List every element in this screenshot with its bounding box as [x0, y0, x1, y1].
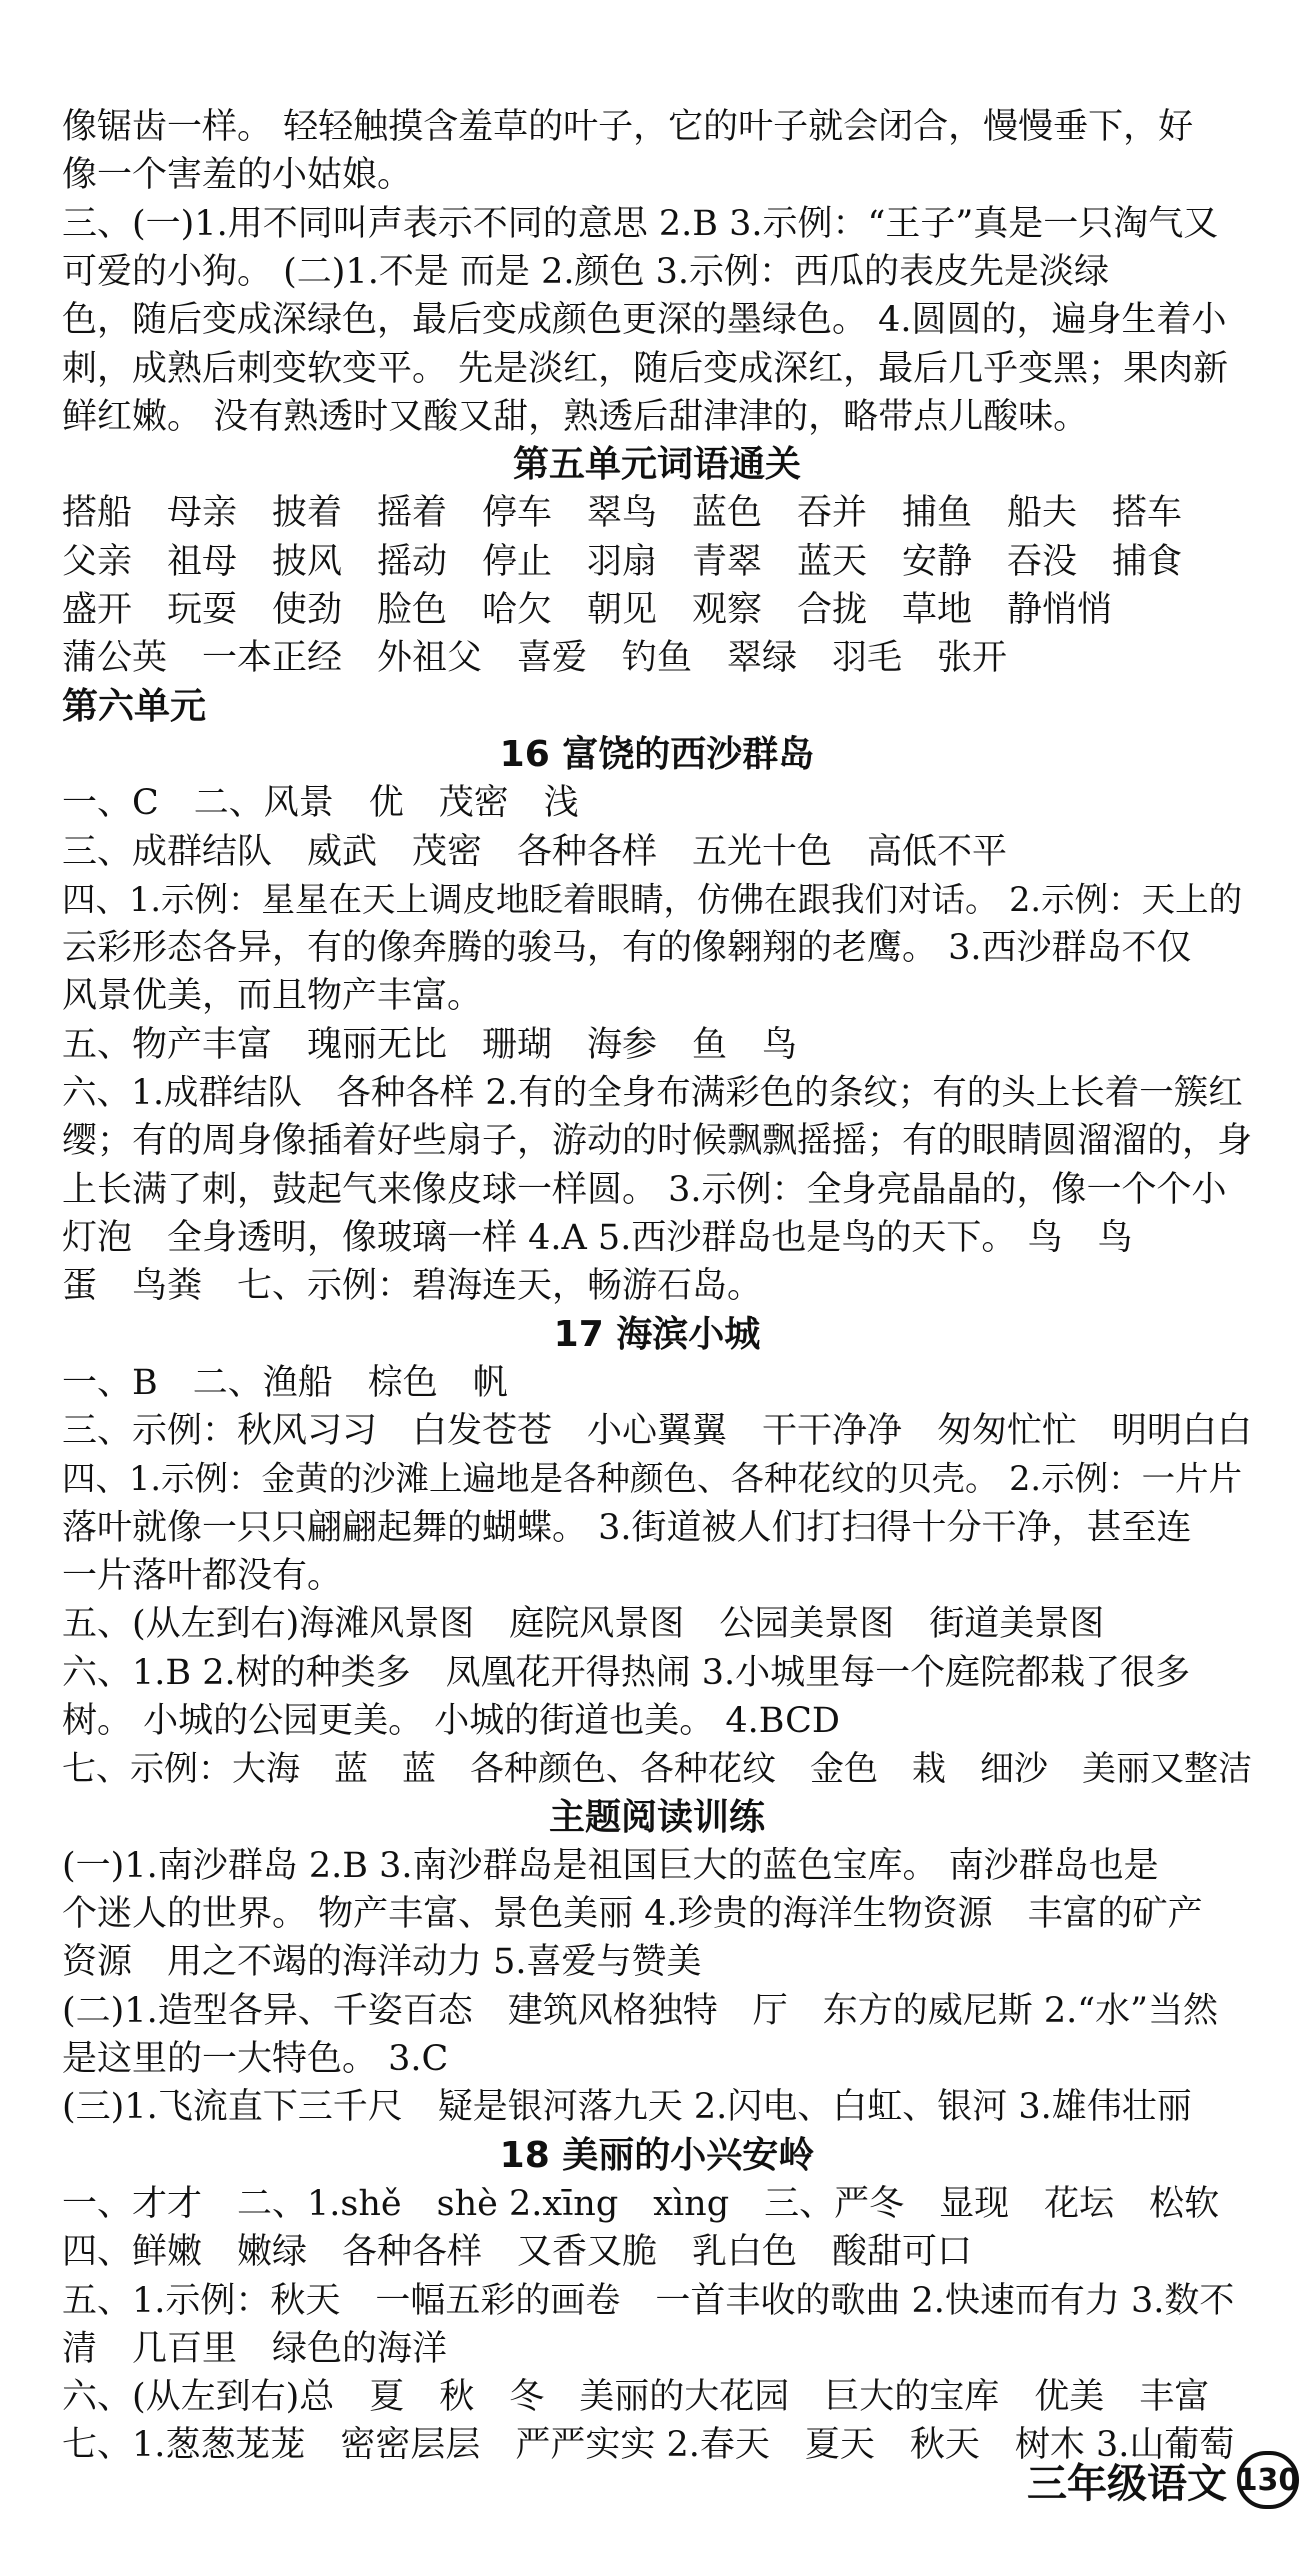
answer-line: 清 几百里 绿色的海洋	[62, 2328, 448, 2369]
answer-line: 刺，成熟后刺变软变平。 先是淡红，随后变成深红，最后几乎变黑；果肉新	[62, 348, 1229, 389]
answer-line: 上长满了刺，鼓起气来像皮球一样圆。 3.示例：全身亮晶晶的，像一个个小	[62, 1169, 1227, 1210]
answer-line: 五、(从左到右)海滩风景图 庭院风景图 公园美景图 街道美景图	[62, 1604, 1105, 1645]
answer-line: 父亲 祖母 披风 摇动 停止 羽扇 青翠 蓝天 安静 吞没 捕食	[62, 541, 1183, 582]
answer-line: 六、(从左到右)总 夏 秋 冬 美丽的大花园 巨大的宝库 优美 丰富	[62, 2377, 1210, 2418]
answer-line: 云彩形态各异，有的像奔腾的骏马，有的像翱翔的老鹰。 3.西沙群岛不仅	[62, 928, 1192, 969]
answer-line: 可爱的小狗。 (二)1.不是 而是 2.颜色 3.示例：西瓜的表皮先是淡绿	[62, 251, 1109, 292]
answer-line: 一、C 二、风景 优 茂密 浅	[62, 783, 579, 824]
answer-line: 一片落叶都没有。	[62, 1556, 343, 1596]
page-footer	[1027, 2450, 1299, 2510]
answer-line: 蒲公英 一本正经 外祖父 喜爱 钓鱼 翠绿 羽毛 张开	[62, 638, 1008, 679]
answer-line: 蛋 鸟粪 七、示例：碧海连天，畅游石岛。	[62, 1266, 763, 1307]
answer-line: 树。 小城的公园更美。 小城的街道也美。 4.BCD	[62, 1700, 840, 1741]
answer-line: 风景优美，而且物产丰富。	[62, 976, 483, 1017]
answer-line: 七、示例：大海 蓝 蓝 各种颜色、各种花纹 金色 栽 细沙 美丽又整洁	[62, 1749, 1252, 1790]
answer-line: 像一个害羞的小姑娘。	[62, 155, 413, 196]
answer-line: 搭船 母亲 披着 摇着 停车 翠鸟 蓝色 吞并 捕鱼 船夫 搭车	[62, 493, 1183, 534]
section-heading: 18 美丽的小兴安岭	[499, 2134, 815, 2176]
answer-line: 四、鲜嫩 嫩绿 各种各样 又香又脆 乳白色 酸甜可口	[62, 2232, 973, 2273]
page-number-badge: 130	[1237, 2451, 1299, 2509]
answer-line: 盛开 玩耍 使劲 脸色 哈欠 朝见 观察 合拢 草地 静悄悄	[62, 590, 1113, 630]
answer-line: 四、1.示例：金黄的沙滩上遍地是各种颜色、各种花纹的贝壳。 2.示例：一片片	[62, 1459, 1243, 1499]
answer-line: (三)1.飞流直下三千尺 疑是银河落九天 2.闪电、白虹、银河 3.雄伟壮丽	[62, 2087, 1192, 2128]
section-heading: 16 富饶的西沙群岛	[499, 733, 815, 775]
answer-line: 三、示例：秋风习习 白发苍苍 小心翼翼 干干净净 匆匆忙忙 明明白白	[62, 1411, 1253, 1452]
answer-line: 一、B 二、渔船 棕色 帆	[62, 1362, 508, 1403]
answer-line: 是这里的一大特色。 3.C	[62, 2039, 449, 2079]
answer-line: 三、(一)1.用不同叫声表示不同的意思 2.B 3.示例：“王子”真是一只淘气又	[62, 203, 1219, 244]
answer-line: 一、才才 二、1.shě shè 2.xīng xìng 三、严冬 显现 花坛 松软	[62, 2183, 1220, 2224]
answer-line: 五、物产丰富 瑰丽无比 珊瑚 海参 鱼 鸟	[62, 1024, 798, 1065]
answer-line: 像锯齿一样。 轻轻触摸含羞草的叶子，它的叶子就会闭合，慢慢垂下，好	[62, 107, 1194, 147]
answer-line: 缨；有的周身像插着好些扇子，游动的时候飘飘摇摇；有的眼睛圆溜溜的，身	[62, 1121, 1253, 1162]
section-heading: 主题阅读训练	[548, 1796, 765, 1838]
answer-line: 六、1.成群结队 各种各样 2.有的全身布满彩色的条纹；有的头上长着一簇红	[62, 1073, 1243, 1113]
answer-line: (一)1.南沙群岛 2.B 3.南沙群岛是祖国巨大的蓝色宝库。 南沙群岛也是	[62, 1845, 1159, 1886]
unit-heading: 第六单元	[62, 685, 207, 727]
answer-line: 五、1.示例：秋天 一幅五彩的画卷 一首丰收的歌曲 2.快速而有力 3.数不	[62, 2280, 1235, 2321]
answer-line: 个迷人的世界。 物产丰富、景色美丽 4.珍贵的海洋生物资源 丰富的矿产	[62, 1894, 1203, 1935]
answer-line: (二)1.造型各异、千姿百态 建筑风格独特 厅 东方的威尼斯 2.“水”当然	[62, 1990, 1219, 2031]
answer-line: 资源 用之不竭的海洋动力 5.喜爱与赞美	[62, 1942, 702, 1983]
answer-line: 三、成群结队 威武 茂密 各种各样 五光十色 高低不平	[62, 831, 1008, 872]
section-heading: 第五单元词语通关	[512, 444, 801, 486]
answer-line: 四、1.示例：星星在天上调皮地眨着眼睛，仿佛在跟我们对话。 2.示例：天上的	[62, 879, 1243, 919]
answer-line: 七、1.葱葱茏茏 密密层层 严严实实 2.春天 夏天 秋天 树木 3.山葡萄	[62, 2425, 1235, 2466]
section-heading: 17 海滨小城	[553, 1313, 761, 1355]
answer-line: 灯泡 全身透明，像玻璃一样 4.A 5.西沙群岛也是鸟的天下。 鸟 鸟	[62, 1217, 1133, 1258]
answer-line: 鲜红嫩。 没有熟透时又酸又甜，熟透后甜津津的，略带点儿酸味。	[62, 396, 1089, 437]
answer-line: 六、1.B 2.树的种类多 凤凰花开得热闹 3.小城里每一个庭院都栽了很多	[62, 1652, 1191, 1693]
answer-line: 色，随后变成深绿色，最后变成颜色更深的墨绿色。 4.圆圆的，遍身生着小	[62, 300, 1227, 341]
answer-line: 落叶就像一只只翩翩起舞的蝴蝶。 3.街道被人们打扫得十分干净，甚至连	[62, 1507, 1192, 1548]
grade-subject-label: 三年级语文	[1027, 2460, 1227, 2507]
